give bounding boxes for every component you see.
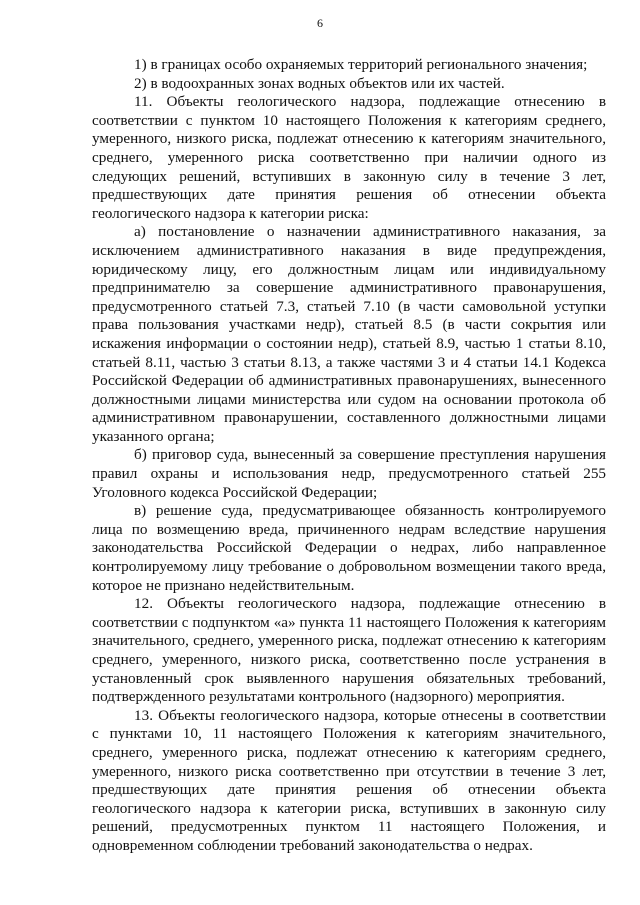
page-number: 6 [317, 16, 323, 30]
paragraph-clause-12: 12. Объекты геологического надзора, подлежащие отнесению в соответствии с подпунктом «а» пункта 11 настоящего Положения к категориям значительного, среднего, умеренного риска, подлежат отнесению к категориям среднего, умеренного, низкого риска, соответственно после устранения в установленный срок выявленного нарушения обязательных требований, подтвержденного результатами контрольного (надзорного) мероприятия. [92, 595, 606, 706]
paragraph-subclause-a: а) постановление о назначении административного наказания, за исключением административного наказания в виде предупреждения, юридическому лицу, его должностным лицам или индивидуальному предпринимателю за совершение административного правонарушения, предусмотренного статьей 7.3, статьей 7.10 (в части самовольной уступки права пользования участками недр), статьей 8.5 (в части сокрытия или искажения информации о состоянии недр), статьей 8.9, частью 1 статьи 8.10, статьей 8.11, частью 3 статьи 8.13, а также частями 3 и 4 статьи 14.1 Кодекса Российской Федерации об административных правонарушениях, вынесенного должностными лицами министерства или судом на основании протокола об административном правонарушении, составленного должностными лицами указанного органа; [92, 223, 606, 445]
document-body [92, 56, 606, 856]
paragraph-subclause-v: в) решение суда, предусматривающее обязанность контролируемого лица по возмещению вреда, причиненного недрам вследствие нарушения законодательства Российской Федерации о недрах, либо направленное контролируемому лицу требование о добровольном возмещении такого вреда, которое не признано недействительным. [92, 502, 606, 594]
paragraph-item-2: 2) в водоохранных зонах водных объектов или их частей. [134, 74, 505, 92]
paragraph-subclause-b: б) приговор суда, вынесенный за совершение преступления нарушения правил охраны и использования недр, предусмотренного статьей 255 Уголовного кодекса Российской Федерации; [92, 446, 606, 501]
paragraph-clause-11: 11. Объекты геологического надзора, подлежащие отнесению в соответствии с пунктом 10 настоящего Положения к категориям среднего, умеренного, низкого риска, подлежат отнесению к категориям значительного, среднего, умеренного риска соответственно при наличии одного из следующих решений, вступивших в законную силу в течение 3 лет, предшествующих дате принятия решения об отнесении объекта геологического надзора к категории риска: [92, 93, 606, 222]
paragraph-item-1: 1) в границах особо охраняемых территорий регионального значения; [134, 56, 588, 73]
paragraph-clause-13: 13. Объекты геологического надзора, которые отнесены в соответствии с пунктами 10, 11 настоящего Положения к категориям значительного, среднего, умеренного риска, подлежат отнесению к категориям среднего, умеренного, низкого риска соответственно при отсутствии в течение 3 лет, предшествующих дате принятия решения об отнесении объекта геологического надзора к категории риска, вступивших в законную силу решений, предусмотренных пунктом 11 настоящего Положения, и одновременном соблюдении требований законодательства о недрах. [92, 706, 606, 854]
